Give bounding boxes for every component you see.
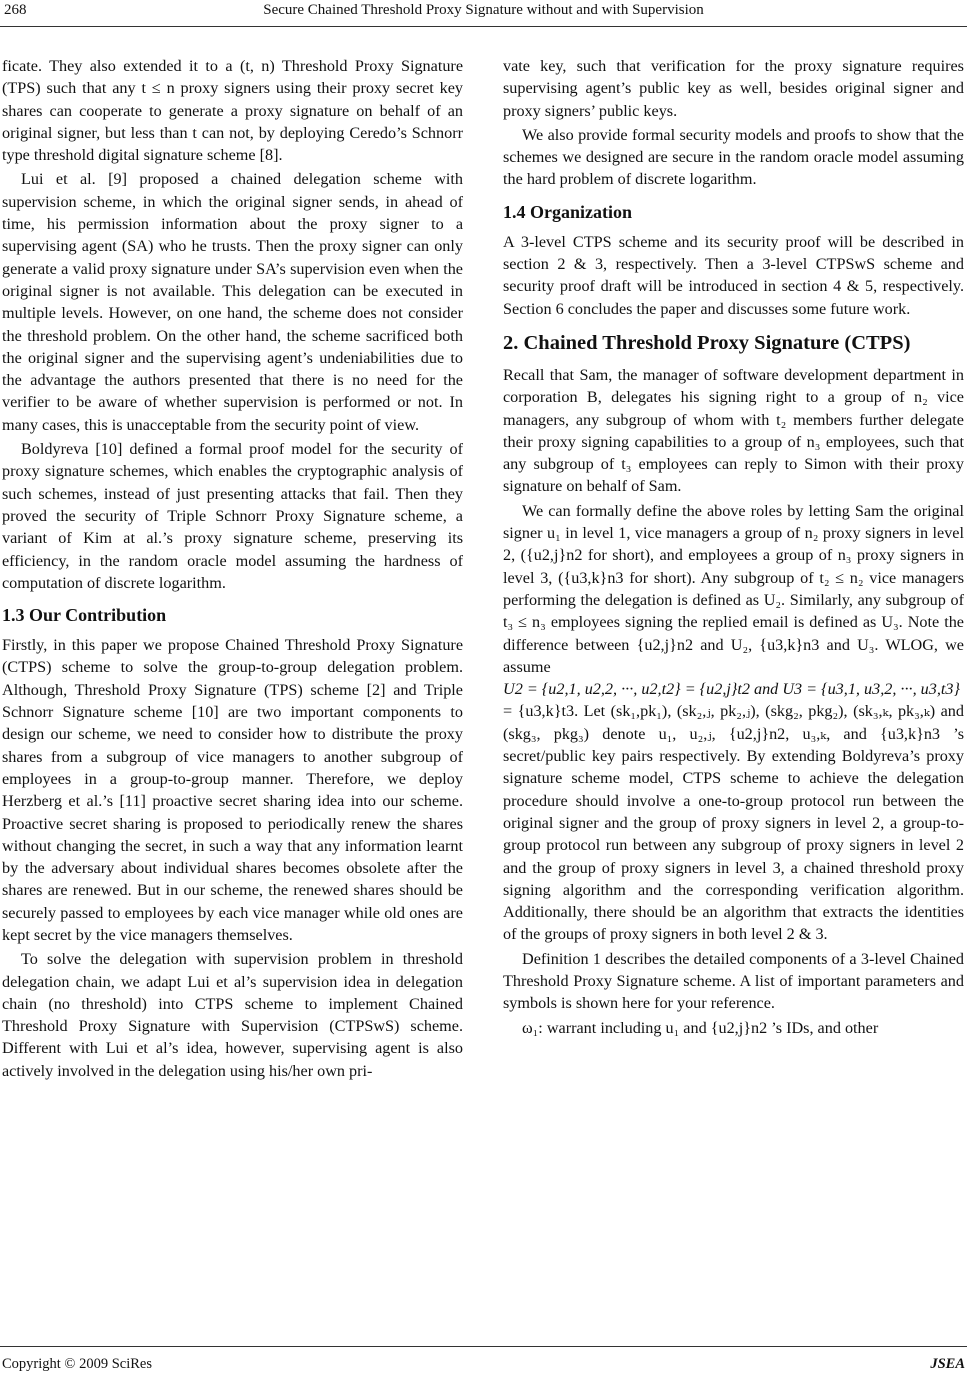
journal-abbreviation: JSEA <box>930 1356 965 1372</box>
copyright-notice: Copyright © 2009 SciRes <box>2 1356 152 1372</box>
paragraph: Firstly, in this paper we propose Chained Threshold Proxy Signature (CTPS) scheme to solve the group-to-group delegation problem. Although, Threshold Proxy Signature (TPS) scheme [2] and Triple Schnorr Signature scheme [10] are two important components to design our scheme, we need to consider how to distribute the proxy shares from a subgroup of vice managers to another subgroup of employees in a group-to-group manner. Therefore, we deploy Herzberg et al.’s [11] proactive secret sharing idea into our scheme. Proactive secret sharing is proposed to periodically renew the shares without changing the secret, in such a way that any information learnt by the adversary about individual shares becomes obsolete after the shares are renewed. But in our scheme, the renewed shares should be securely passed to employees by each vice manager while old ones are kept secret by the vice managers themselves. <box>2 636 463 944</box>
paragraph: A 3-level CTPS scheme and its security proof will be described in section 2 & 3, respectively. Then a 3-level CTPSwS scheme and security proof draft will be introduced in section 4 & 5, respectively. Section 6 concludes the paper and discusses some future work. <box>503 232 964 318</box>
paragraph: = {u3,k}t3. Let (sk₁,pk₁), (sk₂,ⱼ, pk₂,ⱼ), (skg₂, pkg₂), (sk₃,ₖ, pk₃,ₖ) and (skg₃, pkg₃) denote u₁, u₂,ⱼ, {u2,j}n2, u₃,ₖ, and {u3,k}n3 ’s secret/public key pairs respectively. By extending Boldyreva’s proxy signature scheme model, CTPS scheme to achieve the delegation procedure should involve a one-to-group protocol run between the original signer and the group of proxy signers in level 2, a group-to-group protocol run between any subgroup of proxy signers in level 2 and the group of proxy signers in level 3, a chained threshold proxy signing algorithm and the corresponding verification algorithm. Additionally, there should be an algorithm that extracts the identities of the groups of proxy signers in both level 2 & 3. <box>503 702 964 944</box>
header-rule <box>0 26 967 27</box>
paragraph: We also provide formal security models and proofs to show that the schemes we designed are secure in the random oracle model assuming the hard problem of discrete logarithm. <box>503 125 964 189</box>
paragraph: Boldyreva [10] defined a formal proof model for the security of proxy signature schemes, which enables the cryptographic analysis of such schemes, instead of just presenting attacks that fail. Then they proved the security of Triple Schnorr Proxy Signature scheme, a variant of Kim at al.’s proxy signature scheme, preserving its efficiency, in the random oracle model assuming the hardness of computation of discrete logarithm. <box>2 440 463 592</box>
section-heading: 2. Chained Threshold Proxy Signature (CTPS) <box>503 331 911 354</box>
paragraph: Definition 1 describes the detailed components of a 3-level Chained Threshold Proxy Signature scheme. A list of important parameters and symbols is shown here for your reference. <box>503 949 964 1013</box>
subsection-heading: 1.4 Organization <box>503 201 632 222</box>
paragraph: ficate. They also extended it to a (t, n) Threshold Proxy Signature (TPS) such that any t ≤ n proxy signers using their proxy secret key shares can cooperate to generate a proxy signature on behalf of an original signer, but less than t can not, by deploying Ceredo’s Schnorr type threshold digital signature scheme [8]. <box>2 57 463 165</box>
paragraph: To solve the delegation with supervision problem in threshold delegation chain, we adapt Lui et al’s supervision idea in delegation chain (no threshold) into CTPS scheme to implement Chained Threshold Proxy Signature with Supervision (CTPSwS) scheme. Different with Lui et al’s idea, however, supervising agent is also actively involved in the delegation using his/her own pri- <box>2 950 463 1080</box>
page-number: 268 <box>4 2 27 18</box>
left-column <box>2 55 463 1082</box>
paragraph: Recall that Sam, the manager of software development department in corporation B, delegates his signing right to a group of n₂ vice managers, any subgroup of whom with t₂ members further delegate their proxy signing capabilities to a group of n₃ employees, such that any subgroup of t₃ employees can reply to Simon with their proxy signature on behalf of Sam. <box>503 365 964 496</box>
paragraph: vate key, such that verification for the proxy signature requires supervising agent’s public key as well, besides original signer and proxy signers’ public keys. <box>503 57 964 120</box>
footer-rule <box>0 1346 967 1347</box>
paragraph: We can formally define the above roles by letting Sam the original signer u₁ in level 1, vice managers a group of n₂ proxy signers in level 2, ({u2,j}n2 for short), and employees a group of n₃ proxy signers in level 3, ({u3,k}n3 for short). Any subgroup of t₂ ≤ n₂ vice managers performing the delegation is defined as U₂. Similarly, any subgroup of t₃ ≤ n₃ employees signing the replied email is defined as U₃. Note the difference between {u2,j}n2 and U₂, {u3,k}n3 and U₃. WLOG, we assume <box>503 501 964 676</box>
paragraph: Lui et al. [9] proposed a chained delegation scheme with supervision scheme, in which the original signer sends, in ahead of time, his permission information about the proxy signer to a supervising agent (SA) who he trusts. Then the proxy signer can only generate a valid proxy signature under SA’s supervision even when the original signer is not available. This delegation can be executed in multiple levels. However, on one hand, the scheme does not consider the threshold problem. On the other hand, the scheme sacrificed both the original signer and the supervising agent’s undeniabilities due to the advantage the authors presented that there is no need for the verifier to be aware of whether supervision is performed or not. In many cases, this is unacceptable from the security point of view. <box>2 170 463 434</box>
formula: U2 = {u2,1, u2,2, ···, u2,t2} = {u2,j}t2 and U3 = {u3,1, u3,2, ···, u3,t3} <box>503 680 960 699</box>
subsection-heading: 1.3 Our Contribution <box>2 605 167 626</box>
running-title: Secure Chained Threshold Proxy Signature without and with Supervision <box>263 2 704 18</box>
paragraph: ω₁: warrant including u₁ and {u2,j}n2 ’s IDs, and other <box>522 1018 879 1037</box>
right-column <box>503 55 964 1039</box>
